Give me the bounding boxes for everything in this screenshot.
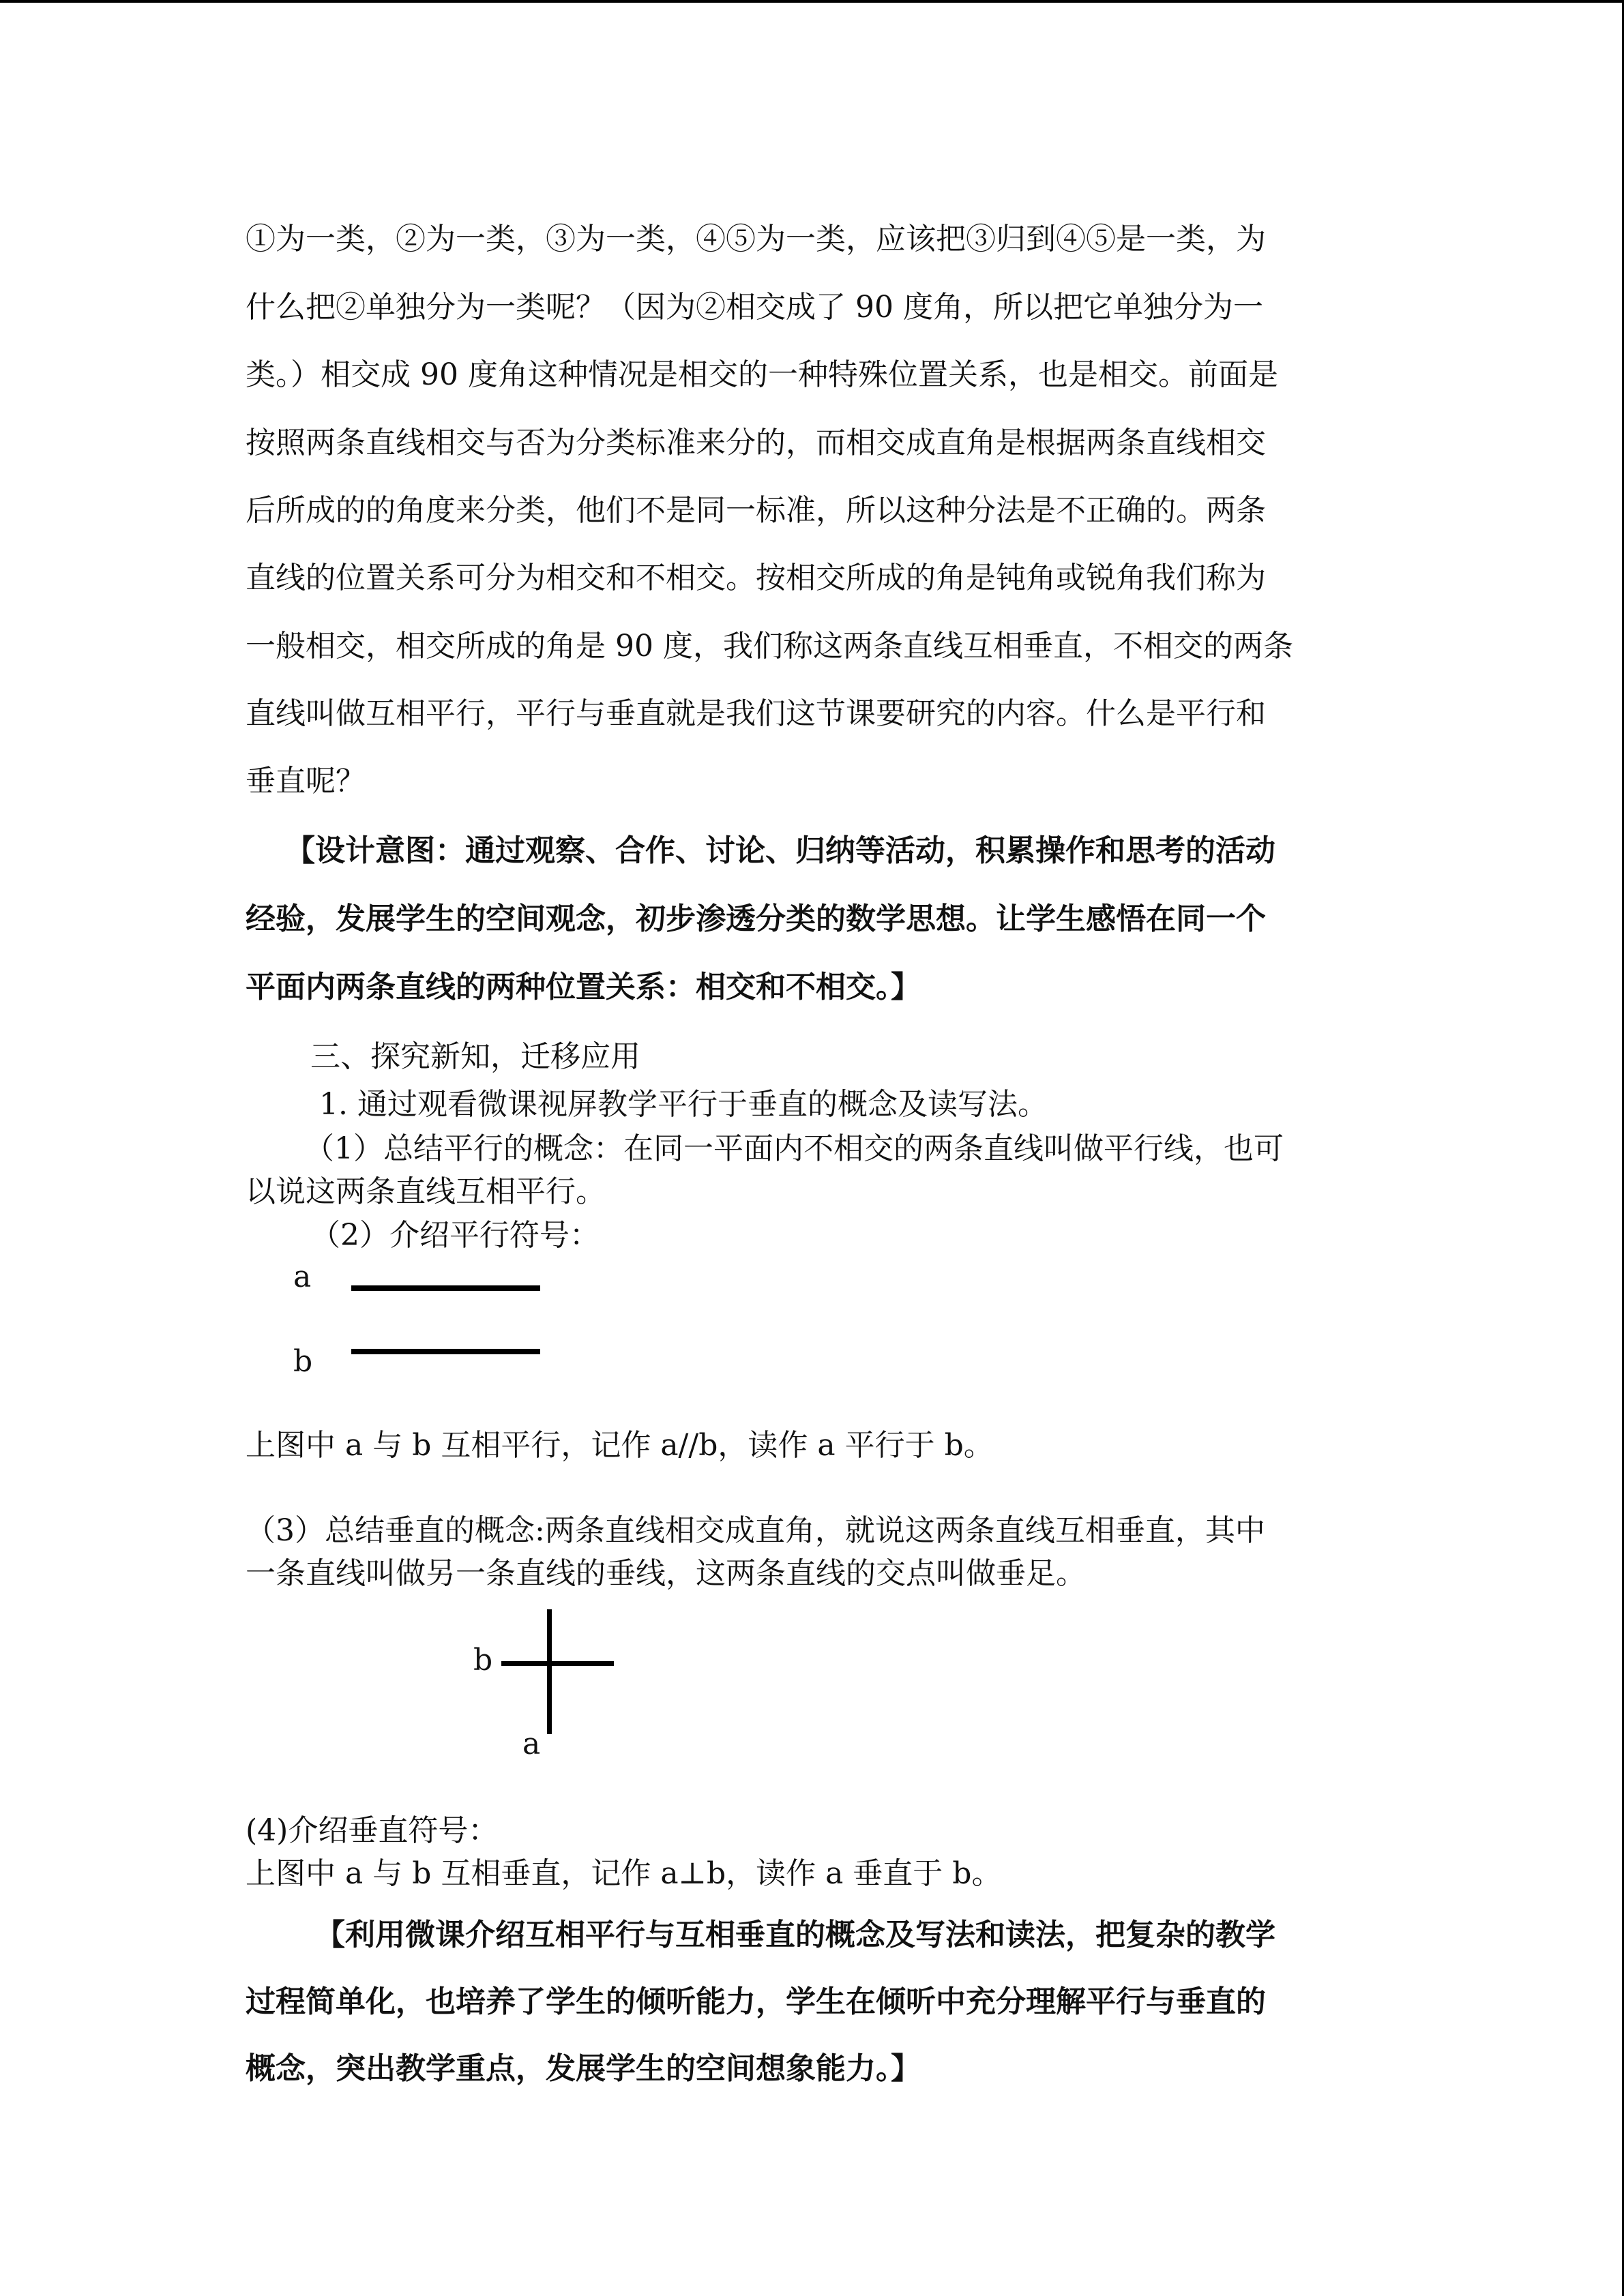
perpendicular-line-b [501, 1661, 614, 1666]
intro-line: 一般相交，相交所成的角是 90 度，我们称这两条直线互相垂直，不相交的两条 [246, 629, 1293, 664]
parallel-label-b: b [293, 1344, 313, 1379]
perpendicular-concept-line: （3）总结垂直的概念:两条直线相交成直角，就说这两条直线互相垂直，其中 [246, 1513, 1265, 1548]
design-intent-line: 平面内两条直线的两种位置关系：相交和不相交。】 [246, 970, 921, 1004]
step-1: 1. 通过观看微课视屏教学平行于垂直的概念及读写法。 [319, 1087, 1048, 1122]
perpendicular-label-a: a [522, 1727, 541, 1761]
perpendicular-label-b: b [473, 1643, 493, 1678]
perpendicular-line-a [547, 1609, 552, 1734]
intro-line: 后所成的的角度来分类，他们不是同一标准，所以这种分法是不正确的。两条 [246, 493, 1266, 528]
microlesson-intent-line: 概念，突出教学重点，发展学生的空间想象能力。】 [246, 2051, 921, 2086]
intro-line: 直线的位置关系可分为相交和不相交。按相交所成的角是钝角或锐角我们称为 [246, 561, 1266, 595]
parallel-line-a [351, 1285, 540, 1291]
parallel-label-a: a [293, 1259, 312, 1294]
intro-line: 直线叫做互相平行，平行与垂直就是我们这节课要研究的内容。什么是平行和 [246, 696, 1266, 731]
perpendicular-symbol-title: (4)介绍垂直符号： [246, 1813, 499, 1848]
perpendicular-notation: 上图中 a 与 b 互相垂直，记作 a⊥b，读作 a 垂直于 b。 [246, 1856, 1002, 1891]
parallel-concept-line: （1）总结平行的概念：在同一平面内不相交的两条直线叫做平行线，也可 [304, 1131, 1284, 1166]
microlesson-intent-line: 过程简单化，也培养了学生的倾听能力，学生在倾听中充分理解平行与垂直的 [246, 1984, 1266, 2019]
section-title: 三、探究新知，迁移应用 [310, 1039, 640, 1074]
intro-line: 类。）相交成 90 度角这种情况是相交的一种特殊位置关系，也是相交。前面是 [246, 357, 1278, 392]
parallel-line-b [351, 1349, 540, 1354]
parallel-symbol-title: （2）介绍平行符号： [310, 1218, 600, 1253]
perpendicular-concept-line: 一条直线叫做另一条直线的垂线，这两条直线的交点叫做垂足。 [246, 1556, 1086, 1591]
design-intent-line: 经验，发展学生的空间观念，初步渗透分类的数学思想。让学生感悟在同一个 [246, 901, 1266, 936]
page-top-border [0, 0, 1624, 3]
parallel-concept-line: 以说这两条直线互相平行。 [246, 1174, 606, 1209]
intro-line: 按照两条直线相交与否为分类标准来分的，而相交成直角是根据两条直线相交 [246, 426, 1266, 460]
intro-line: 什么把②单独分为一类呢？（因为②相交成了 90 度角，所以把它单独分为一 [246, 290, 1263, 325]
microlesson-intent-line: 【利用微课介绍互相平行与互相垂直的概念及写法和读法，把复杂的教学 [315, 1918, 1275, 1952]
intro-line: 垂直呢？ [246, 764, 366, 799]
design-intent-line: 【设计意图：通过观察、合作、讨论、归纳等活动，积累操作和思考的活动 [285, 833, 1275, 868]
intro-line: ①为一类，②为一类，③为一类，④⑤为一类，应该把③归到④⑤是一类，为 [246, 222, 1266, 256]
parallel-notation: 上图中 a 与 b 互相平行，记作 a//b，读作 a 平行于 b。 [246, 1428, 994, 1463]
